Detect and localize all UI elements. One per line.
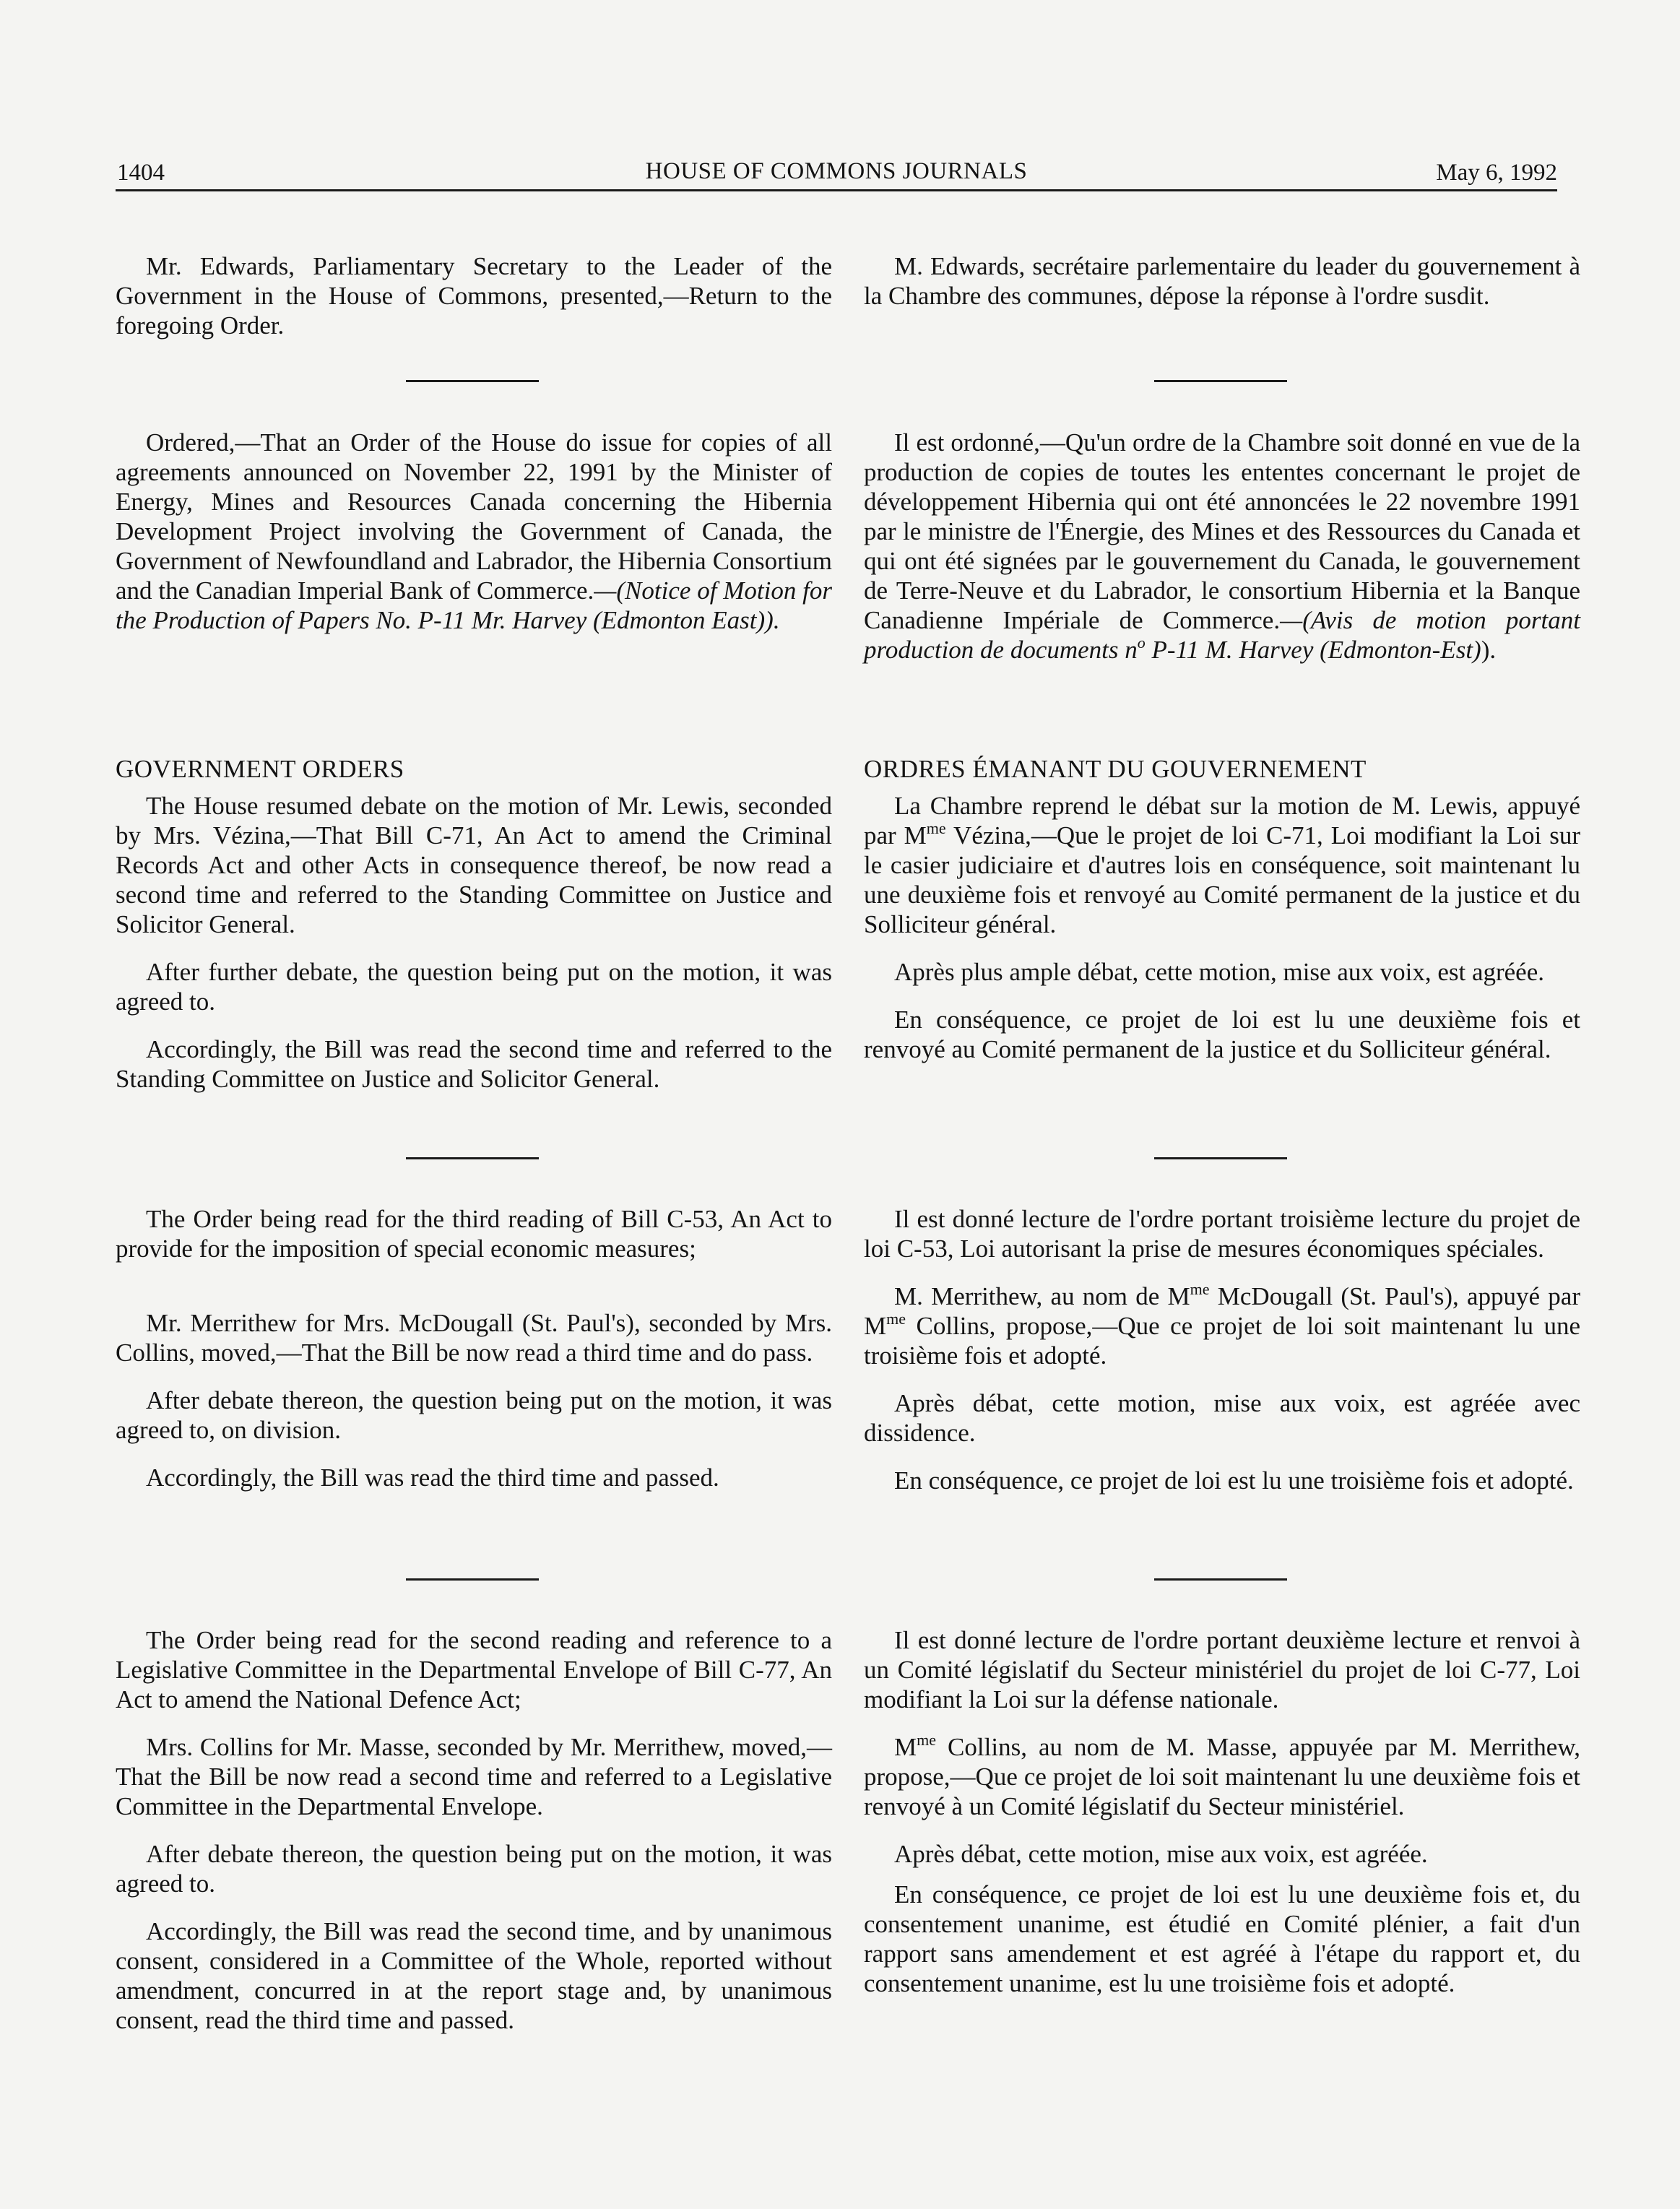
- superscript: me: [1190, 1280, 1210, 1298]
- c77-agreed-paragraph: After debate thereon, the question being put on the motion, it was agreed to.: [116, 1840, 832, 1898]
- page-number: 1404: [117, 160, 165, 186]
- c53-passed-paragraph: Accordingly, the Bill was read the third time and passed.: [146, 1464, 719, 1492]
- ordered-section: [864, 428, 1580, 665]
- ordered-paragraph: [864, 428, 1580, 665]
- paragraph-text: Collins, au nom de M. Masse, appuyée par M. Merrithew, propose,—Que ce projet de loi soit maintenant lu une deuxième fois et renvoyé à un Comité législatif du Secteur ministériel.: [864, 1733, 1580, 1820]
- c77-section: [116, 1625, 832, 2035]
- c71-agreed-paragraph: Après plus ample débat, cette motion, mise aux voix, est agréée.: [894, 958, 1545, 986]
- paragraph-text: La Chambre reprend le débat sur la motion de M. Lewis, appuyé par M: [864, 792, 1580, 850]
- government-orders-section: [864, 754, 1580, 1064]
- c77-section: [864, 1625, 1580, 1869]
- c77-moved-paragraph: [864, 1732, 1580, 1821]
- section-divider: [406, 380, 539, 382]
- c77-passed-paragraph: Accordingly, the Bill was read the second time, and by unanimous consent, considered in a Committee of the Whole, reported without amendment, concurred in at the report stage and, by unanimous consent, read the third time and passed.: [116, 1917, 832, 2034]
- page-header: [116, 153, 1557, 191]
- ordered-paragraph: [116, 428, 832, 635]
- return-section: [864, 251, 1580, 311]
- c53-moved-paragraph: Mr. Merrithew for Mrs. McDougall (St. Paul's), seconded by Mrs. Collins, moved,—That the Bill be now read a third time and do pass.: [116, 1309, 832, 1367]
- c53-moved-paragraph: [864, 1281, 1580, 1370]
- paragraph-text: M: [894, 1733, 917, 1761]
- paragraph-text: Vézina,—Que le projet de loi C-71, Loi modifiant la Loi sur le casier judiciaire et d'autres lois en conséquence, soit maintenant lu une deuxième fois et renvoyé au Comité permanent de la justice et du Solliciteur général.: [864, 821, 1580, 938]
- government-orders-section: [116, 754, 832, 1094]
- ordered-text: Ordered,—That an Order of the House do issue for copies of all agreements announced on November 22, 1991 by the Minister of Energy, Mines and Resources Canada concerning the Hibernia Development Project involving the Government of Canada, the Government of Newfoundland and Labrador, the Hibernia Consortium and the Canadian Imperial Bank of Commerce.: [116, 428, 832, 605]
- c77-agreed-paragraph: Après débat, cette motion, mise aux voix, est agréée.: [894, 1840, 1428, 1868]
- return-paragraph: M. Edwards, secrétaire parlementaire du leader du gouvernement à la Chambre des communes, dépose la réponse à l'ordre susdit.: [864, 252, 1580, 310]
- superscript: me: [926, 819, 946, 837]
- c71-motion-paragraph: The House resumed debate on the motion of Mr. Lewis, seconded by Mrs. Vézina,—That Bill C-71, An Act to amend the Criminal Records Act and other Acts in consequence thereof, be now read a second time and referred to the Standing Committee on Justice and Solicitor General.: [116, 792, 832, 938]
- c71-referred-paragraph: Accordingly, the Bill was read the second time and referred to the Standing Committee on Justice and Solicitor General.: [116, 1035, 832, 1093]
- notice-of-motion: —(Notice of Motion for the Production of Papers No. P-11 Mr. Harvey (Edmonton East)).: [116, 576, 833, 634]
- return-paragraph: Mr. Edwards, Parliamentary Secretary to the Leader of the Government in the House of Commons, presented,—Return to the foregoing Order.: [116, 252, 832, 340]
- paragraph-text: M. Merrithew, au nom de M: [894, 1282, 1190, 1310]
- journal-title: HOUSE OF COMMONS JOURNALS: [645, 158, 1028, 184]
- c53-section: [116, 1204, 832, 1263]
- c71-agreed-paragraph: After further debate, the question being put on the motion, it was agreed to.: [116, 958, 832, 1016]
- c71-referred-paragraph: En conséquence, ce projet de loi est lu une deuxième fois et renvoyé au Comité permanent de la justice et du Solliciteur général.: [864, 1006, 1580, 1063]
- notice-text: —(Avis de motion portant production de documents n: [864, 606, 1580, 664]
- c53-order-paragraph: The Order being read for the third reading of Bill C-53, An Act to provide for the imposition of special economic measures;: [116, 1205, 832, 1263]
- superscript: me: [917, 1731, 937, 1749]
- c77-order-paragraph: Il est donné lecture de l'ordre portant deuxième lecture et renvoi à un Comité législatif du Secteur ministériel du projet de loi C-77, Loi modifiant la Loi sur la défense nationale.: [864, 1626, 1580, 1713]
- superscript: me: [886, 1310, 906, 1328]
- c53-order-paragraph: Il est donné lecture de l'ordre portant troisième lecture du projet de loi C-53, Loi autorisant la prise de mesures économiques spéciales.: [864, 1205, 1580, 1263]
- section-divider: [1154, 1157, 1287, 1159]
- paragraph-text: Collins, propose,—Que ce projet de loi soit maintenant lu une troisième fois et adopté.: [864, 1312, 1580, 1370]
- notice-text: P-11 M. Harvey (Edmonton-Est): [1145, 636, 1481, 664]
- c77-passed-paragraph: En conséquence, ce projet de loi est lu une deuxième fois et, du consentement unanime, est étudié en Comité plénier, a fait d'un rapport sans amendement et est agréé à l'étape du rapport et, du consentement unanime, est lu une troisième fois et adopté.: [864, 1880, 1580, 1997]
- c53-motion-section: [116, 1308, 832, 1492]
- c53-passed-paragraph: En conséquence, ce projet de loi est lu une troisième fois et adopté.: [894, 1466, 1574, 1495]
- c71-motion-paragraph: [864, 791, 1580, 939]
- c53-section: [864, 1204, 1580, 1495]
- section-heading: ORDRES ÉMANANT DU GOUVERNEMENT: [864, 755, 1367, 783]
- superscript: o: [1137, 634, 1146, 652]
- c53-division-paragraph: After debate thereon, the question being put on the motion, it was agreed to, on division.: [116, 1386, 832, 1444]
- section-divider: [406, 1157, 539, 1159]
- c77-order-paragraph: The Order being read for the second reading and reference to a Legislative Committee in the Departmental Envelope of Bill C-77, An Act to amend the National Defence Act;: [116, 1626, 832, 1713]
- notice-end: ).: [1481, 636, 1497, 664]
- ordered-section: [116, 428, 832, 635]
- section-divider: [1154, 1578, 1287, 1581]
- c77-passed-section: [864, 1880, 1580, 1998]
- section-divider: [406, 1578, 539, 1581]
- ordered-text: Il est ordonné,—Qu'un ordre de la Chambre soit donné en vue de la production de copies de toutes les ententes concernant le projet de développement Hibernia qui ont été annoncées le 22 novembre 1991 par le ministre de l'Énergie, des Mines et des Ressources du Canada et qui ont été signées par le gouvernement du Canada, le gouvernement de Terre-Neuve et du Labrador, le consortium Hibernia et la Banque Canadienne Impériale de Commerce.: [864, 428, 1580, 634]
- section-divider: [1154, 380, 1287, 382]
- journal-date: May 6, 1992: [1436, 160, 1557, 186]
- return-section: [116, 251, 832, 340]
- c77-moved-paragraph: Mrs. Collins for Mr. Masse, seconded by Mr. Merrithew, moved,—That the Bill be now read a second time and referred to a Legislative Committee in the Departmental Envelope.: [116, 1733, 832, 1820]
- paragraph-text: McDougall (St. Paul's), appuyé par M: [864, 1282, 1580, 1340]
- c53-division-paragraph: Après débat, cette motion, mise aux voix, est agréée avec dissidence.: [864, 1389, 1580, 1447]
- section-heading: GOVERNMENT ORDERS: [116, 755, 404, 783]
